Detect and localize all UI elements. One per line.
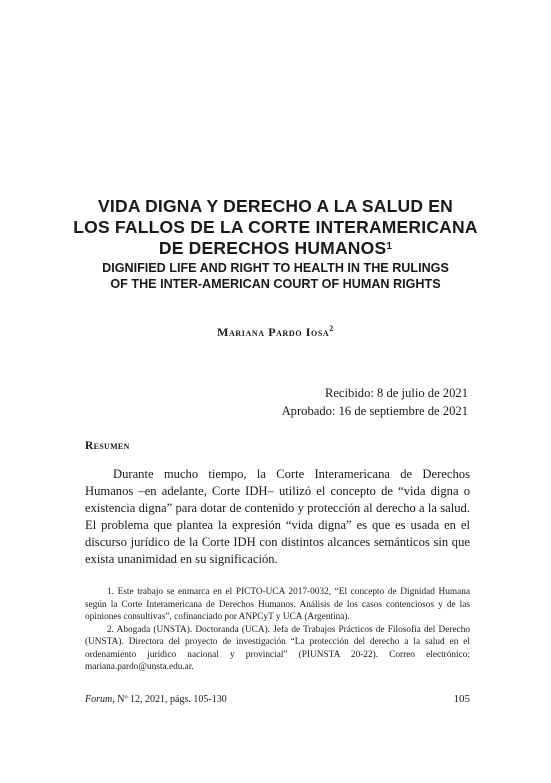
spanish-title-line-text: DE DERECHOS HUMANOS (158, 238, 387, 258)
english-title (40, 261, 511, 292)
english-title-line: OF THE INTER-AMERICAN COURT OF HUMAN RIGHTS (110, 276, 441, 291)
spanish-title-line (40, 238, 511, 259)
english-title-line: DIGNIFIED LIFE AND RIGHT TO HEALTH IN THE RULINGS (102, 261, 449, 275)
spanish-title-line: VIDA DIGNA Y DERECHO A LA SALUD EN (98, 196, 453, 216)
footnotes (85, 586, 470, 674)
submission-dates (282, 384, 468, 420)
journal-issue: , Nº 12, 2021, págs. 105-130 (112, 694, 227, 705)
spanish-title-line: LOS FALLOS DE LA CORTE INTERAMERICANA (73, 217, 478, 237)
received-date: Recibido: 8 de julio de 2021 (324, 386, 468, 400)
abstract-heading: Resumen (85, 440, 130, 452)
page-number: 105 (453, 693, 470, 705)
journal-citation (85, 694, 227, 705)
spanish-title (40, 196, 511, 259)
approved-date: Aprobado: 16 de septiembre de 2021 (281, 404, 468, 418)
abstract-text: Durante mucho tiempo, la Corte Interamericana de Derechos Humanos –en adelante, Corte IDH– utilizó el concepto de “vida digna o existencia digna” para dotar de contenido y protección al derecho a la salud. El problema que plantea la expresión “vida digna” es que es usada en el discurso jurídico de la Corte IDH con distintos alcances semánticos sin que exista unanimidad en su significación. (85, 467, 470, 567)
journal-name: Forum (85, 694, 113, 705)
title-block (40, 196, 511, 292)
footnote-1: 1. Este trabajo se enmarca en el PICTO-UCA 2017-0032, “El concepto de Dignidad Humana según la Corte Interamericana de Derechos Humanos. Análisis de los casos contenciosos y de las opiniones consultivas”, cofinanciado por ANPCyT y UCA (Argentina). (85, 587, 470, 622)
author-byline (0, 325, 551, 340)
footnote-2: 2. Abogada (UNSTA). Doctoranda (UCA). Jefa de Trabajos Prácticos de Filosofía del Derecho (UNSTA). Directora del proyecto de investigación “La protección del derecho a la salud en el ordenamiento jurídico nacional y provincial” (PIUNSTA 20-22). Correo electrónico: mariana.pardo@unsta.edu.ar. (85, 624, 470, 672)
title-footnote-mark[interactable]: 1 (386, 241, 393, 252)
author-footnote-mark[interactable]: 2 (329, 324, 334, 333)
author-name: Mariana Pardo Iosa (217, 325, 330, 339)
